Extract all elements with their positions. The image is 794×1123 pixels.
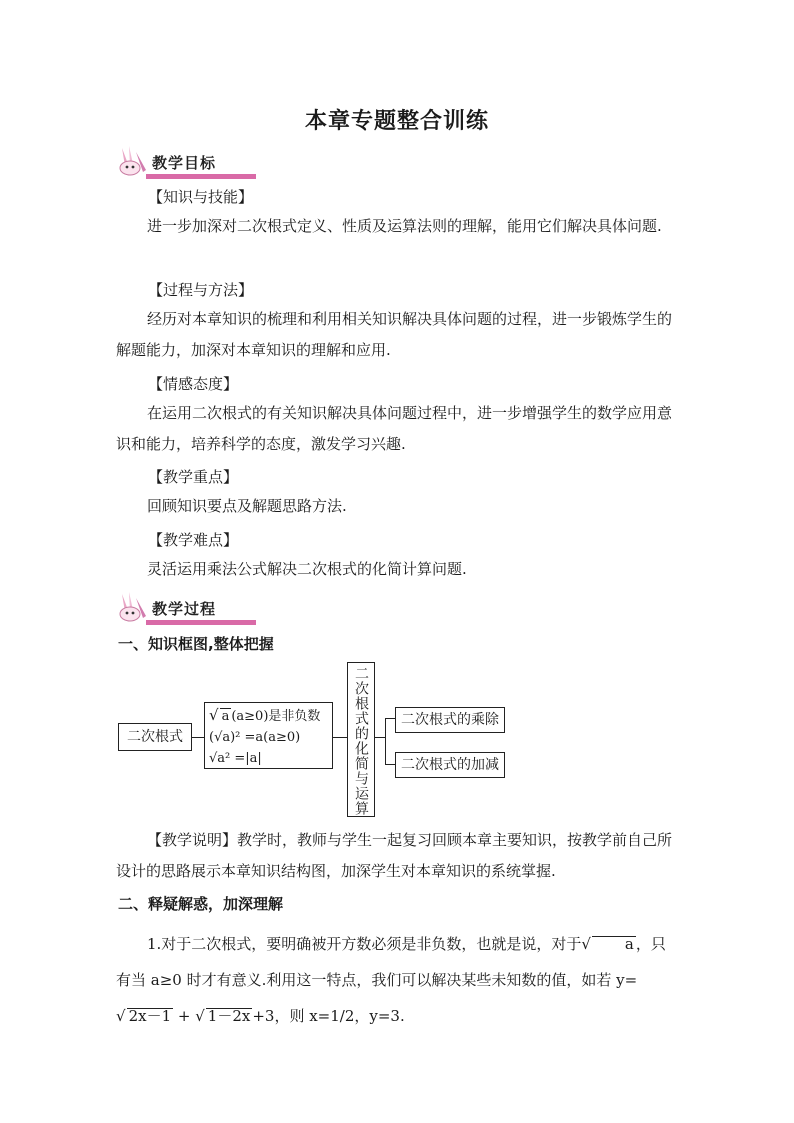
difficulty-heading: 【教学难点】 bbox=[148, 531, 239, 549]
difficulty-text: 灵活运用乘法公式解决二次根式的化简计算问题. bbox=[147, 560, 467, 578]
diagram-properties-box bbox=[204, 702, 333, 769]
teaching-process-badge bbox=[116, 596, 246, 624]
property-square-of-root: (√a)² =a(a≥0) bbox=[209, 730, 301, 745]
explanation-line-2: 有当 a≥0 时才有意义.利用这一特点，我们可以解决某些未知数的值，如若 y= bbox=[116, 971, 638, 989]
property-root-of-square: √a² =|a| bbox=[209, 751, 262, 766]
pencil-mascot-icon bbox=[116, 144, 150, 178]
method-heading: 【过程与方法】 bbox=[148, 281, 254, 299]
knowledge-text: 进一步加深对二次根式定义、性质及运算法则的理解，能用它们解决具体问题. bbox=[147, 217, 662, 235]
teaching-goals-badge bbox=[116, 150, 246, 178]
property-nonnegative: √ a (a≥0)是非负数 bbox=[209, 706, 321, 724]
key-points-text: 回顾知识要点及解题思路方法. bbox=[147, 497, 347, 515]
explanation-paragraph bbox=[116, 926, 676, 1034]
badge-underline bbox=[146, 174, 256, 179]
pencil-mascot-icon bbox=[116, 590, 150, 624]
connector-line bbox=[333, 737, 348, 738]
explanation-line-3: √ 2x－1 + √ 1－2x +3，则 x=1/2，y=3. bbox=[116, 1007, 405, 1025]
knowledge-heading: 【知识与技能】 bbox=[148, 188, 254, 206]
teaching-note: 【教学说明】教学时，教师与学生一起复习回顾本章主要知识，按教学前自己所设计的思路展示本章知识结构图，加深学生对本章知识的系统掌握. bbox=[116, 831, 673, 880]
badge-label: 教学目标 bbox=[152, 154, 217, 172]
badge-underline bbox=[146, 620, 256, 625]
section-1-heading: 一、知识框图,整体把握 bbox=[118, 635, 274, 653]
method-text: 经历对本章知识的梳理和利用相关知识解决具体问题的过程，进一步锻炼学生的解题能力，加深对本章知识的理解和应用. bbox=[116, 310, 673, 359]
explanation-line-1: 1.对于二次根式，要明确被开方数必须是非负数，也就是说，对于√ a ，只 bbox=[147, 935, 666, 953]
emotion-heading: 【情感态度】 bbox=[148, 375, 239, 393]
connector-line bbox=[385, 718, 386, 764]
key-points-heading: 【教学重点】 bbox=[148, 468, 239, 486]
page-title: 本章专题整合训练 bbox=[304, 108, 489, 134]
diagram-root-box: 二次根式 bbox=[118, 723, 192, 751]
badge-label: 教学过程 bbox=[152, 600, 217, 618]
connector-line bbox=[375, 737, 385, 738]
diagram-simplification-box: 二次根式的化简与运算 bbox=[347, 662, 375, 817]
section-2-heading: 二、释疑解惑，加深理解 bbox=[118, 895, 284, 913]
diagram-add-sub-box: 二次根式的加减 bbox=[395, 752, 505, 778]
diagram-mul-div-box: 二次根式的乘除 bbox=[395, 707, 505, 733]
emotion-text: 在运用二次根式的有关知识解决具体问题过程中，进一步增强学生的数学应用意识和能力，培养科学的态度，激发学习兴趣. bbox=[116, 404, 673, 453]
